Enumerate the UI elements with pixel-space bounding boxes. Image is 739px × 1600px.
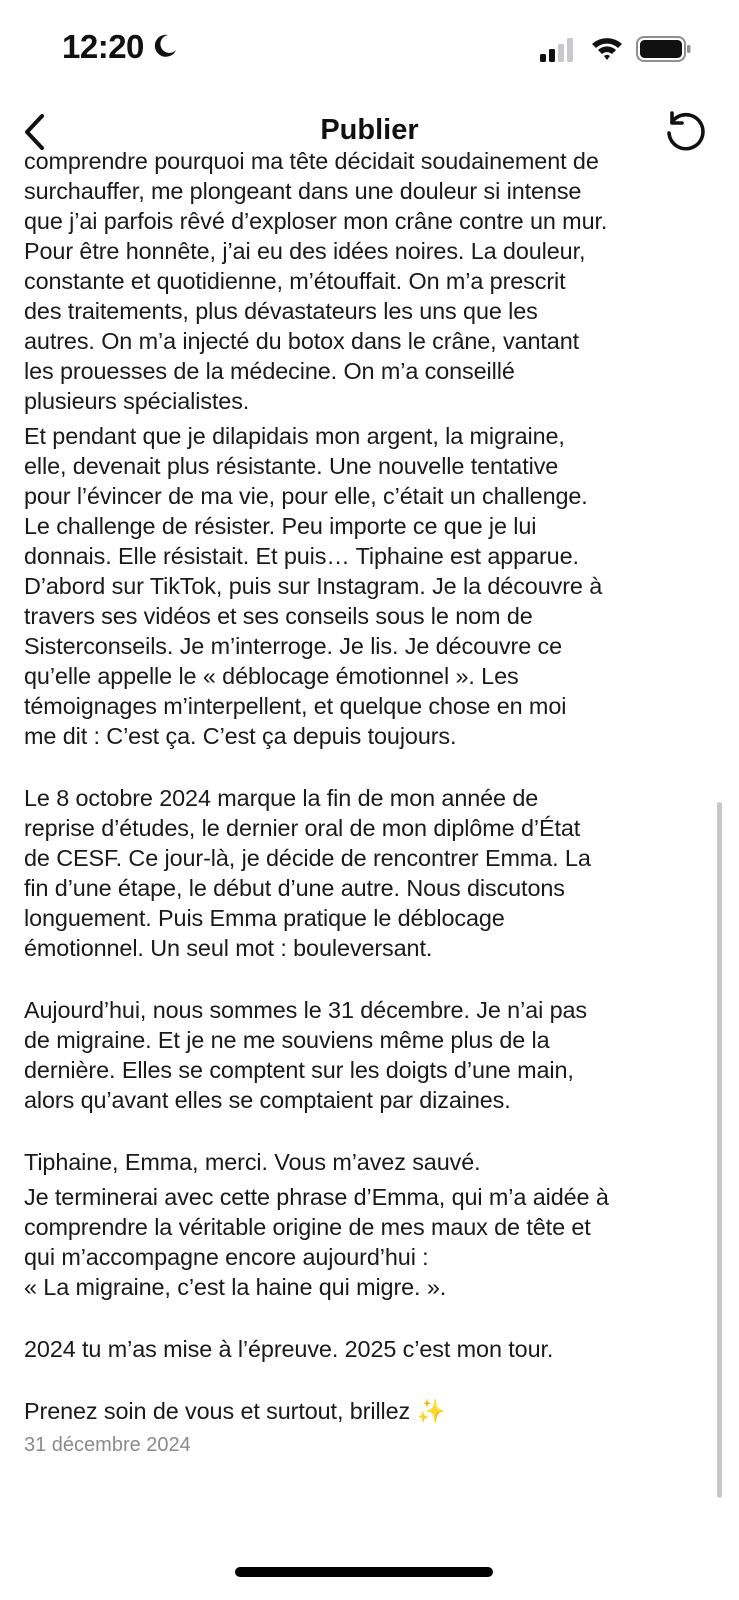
status-bar [0,0,739,100]
post-paragraph: Et pendant que je dilapidais mon argent, la migraine, elle, devenait plus résistante. Une nouvelle tentative pour l’évincer de ma vie, pour elle, c’était un challenge. Le challenge de résister. Peu importe ce que je lui donnais. Elle résistait. Et puis… Tiphaine est apparue. D’abord sur TikTok, puis sur Instagram. Je la découvre à travers ses vidéos et ses conseils sous le nom de Sisterconseils. Je m’interroge. Je lis. Je découvre ce qu’elle appelle le « déblocage émotionnel ». Les témoignages m’interpellent, et quelque chose en moi me dit : C’est ça. C’est ça depuis toujours. [24,423,603,749]
page-title: Publier [320,114,419,146]
post-paragraph: Le 8 octobre 2024 marque la fin de mon année de reprise d’études, le dernier oral de mon diplôme d’État de CESF. Ce jour-là, je décide de rencontrer Emma. La fin d’une étape, le début d’une autre. Nous discutons longuement. Puis Emma pratique le déblocage émotionnel. Un seul mot : bouleversant. [24,785,591,961]
wifi-icon [590,34,624,62]
moon-icon [152,33,178,59]
cellular-signal-icon [540,38,576,62]
home-indicator[interactable] [235,1567,493,1577]
post-paragraph: Prenez soin de vous et surtout, brillez ✨ [24,1398,446,1424]
status-time: 12:20 [62,28,144,65]
post-partial-line: comprendre pourquoi ma tête décidait soudainement de [24,148,599,174]
post-paragraph: Je terminerai avec cette phrase d’Emma, qui m’a aidée à comprendre la véritable origine de mes maux de tête et qui m’accompagne encore aujourd’hui : « La migraine, c’est la haine qui migre. ». [24,1184,609,1300]
battery-icon [636,36,692,62]
post-paragraph: surchauffer, me plongeant dans une douleur si intense que j’ai parfois rêvé d’exploser mon crâne contre un mur. Pour être honnête, j’ai eu des idées noires. La douleur, constante et quotidienne, m’étouffait. On m’a prescrit des traitements, plus dévastateurs les uns que les autres. On m’a injecté du botox dans le crâne, vantant les prouesses de la médecine. On m’a conseillé plusieurs spécialistes. [24,178,608,414]
post-date: 31 décembre 2024 [24,1434,191,1456]
scroll-indicator[interactable] [717,802,722,1498]
post-paragraph: Tiphaine, Emma, merci. Vous m’avez sauvé. [24,1149,481,1175]
post-paragraph: 2024 tu m’as mise à l’épreuve. 2025 c’est mon tour. [24,1336,554,1362]
post-content[interactable] [24,148,714,1524]
post-paragraph: Aujourd’hui, nous sommes le 31 décembre. Je n’ai pas de migraine. Et je ne me souviens même plus de la dernière. Elles se comptent sur les doigts d’une main, alors qu’avant elles se comptaient par dizaines. [24,997,587,1113]
